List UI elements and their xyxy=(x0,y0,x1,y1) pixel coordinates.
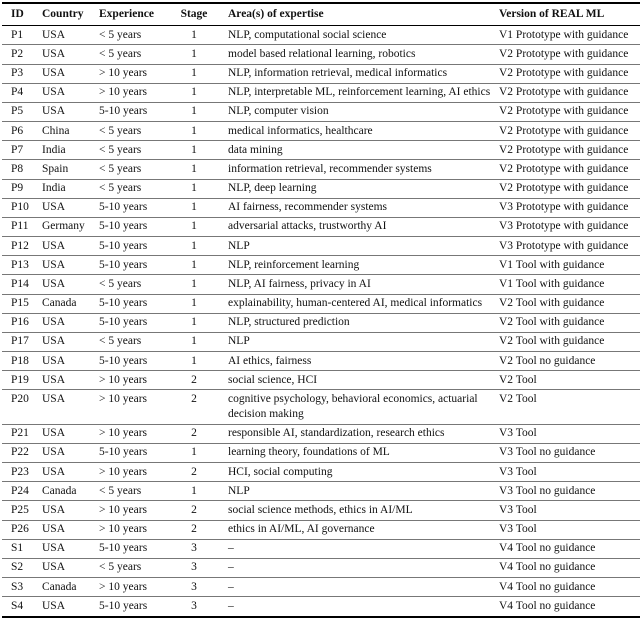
cell-stage: 1 xyxy=(172,294,228,313)
cell-expertise: – xyxy=(228,539,499,558)
table-row xyxy=(2,294,640,313)
table-row xyxy=(2,275,640,294)
cell-country: USA xyxy=(42,26,99,45)
cell-expertise: social science, HCI xyxy=(228,371,499,390)
cell-version: V1 Tool with guidance xyxy=(499,275,640,294)
cell-experience: > 10 years xyxy=(99,83,172,102)
cell-stage: 1 xyxy=(172,141,228,160)
cell-stage: 1 xyxy=(172,122,228,141)
cell-expertise: – xyxy=(228,558,499,577)
cell-id: P22 xyxy=(2,443,42,462)
table-row xyxy=(2,390,640,424)
cell-country: Canada xyxy=(42,578,99,597)
cell-expertise: NLP, information retrieval, medical informatics xyxy=(228,64,499,83)
cell-experience: 5-10 years xyxy=(99,539,172,558)
cell-version: V3 Tool xyxy=(499,520,640,539)
table-row xyxy=(2,332,640,351)
cell-version: V4 Tool no guidance xyxy=(499,578,640,597)
cell-experience: 5-10 years xyxy=(99,102,172,121)
cell-version: V3 Prototype with guidance xyxy=(499,237,640,256)
cell-version: V3 Tool no guidance xyxy=(499,443,640,462)
cell-expertise: cognitive psychology, behavioral economics, actuarial decision making xyxy=(228,390,499,424)
cell-id: P6 xyxy=(2,122,42,141)
cell-stage: 1 xyxy=(172,45,228,64)
cell-experience: < 5 years xyxy=(99,141,172,160)
cell-experience: < 5 years xyxy=(99,482,172,501)
cell-country: USA xyxy=(42,332,99,351)
cell-stage: 1 xyxy=(172,26,228,45)
cell-stage: 1 xyxy=(172,102,228,121)
cell-version: V3 Tool xyxy=(499,501,640,520)
table-row xyxy=(2,443,640,462)
cell-stage: 1 xyxy=(172,275,228,294)
cell-id: P17 xyxy=(2,332,42,351)
cell-experience: < 5 years xyxy=(99,122,172,141)
cell-experience: > 10 years xyxy=(99,578,172,597)
cell-expertise: NLP xyxy=(228,482,499,501)
cell-stage: 1 xyxy=(172,179,228,198)
cell-experience: > 10 years xyxy=(99,371,172,390)
table-row xyxy=(2,45,640,64)
cell-version: V2 Prototype with guidance xyxy=(499,83,640,102)
cell-id: P4 xyxy=(2,83,42,102)
cell-stage: 2 xyxy=(172,501,228,520)
cell-experience: > 10 years xyxy=(99,424,172,443)
cell-country: USA xyxy=(42,237,99,256)
cell-expertise: NLP, structured prediction xyxy=(228,313,499,332)
cell-version: V2 Prototype with guidance xyxy=(499,102,640,121)
cell-id: P21 xyxy=(2,424,42,443)
cell-country: USA xyxy=(42,539,99,558)
table-row xyxy=(2,352,640,371)
cell-stage: 1 xyxy=(172,217,228,236)
cell-stage: 2 xyxy=(172,371,228,390)
cell-id: P18 xyxy=(2,352,42,371)
cell-id: P3 xyxy=(2,64,42,83)
cell-experience: 5-10 years xyxy=(99,352,172,371)
cell-country: USA xyxy=(42,558,99,577)
cell-country: USA xyxy=(42,313,99,332)
cell-expertise: social science methods, ethics in AI/ML xyxy=(228,501,499,520)
cell-experience: 5-10 years xyxy=(99,294,172,313)
table-row xyxy=(2,198,640,217)
cell-version: V3 Prototype with guidance xyxy=(499,198,640,217)
table-body xyxy=(2,26,640,617)
cell-country: Canada xyxy=(42,294,99,313)
cell-version: V2 Tool xyxy=(499,390,640,424)
cell-expertise: model based relational learning, robotics xyxy=(228,45,499,64)
cell-experience: 5-10 years xyxy=(99,443,172,462)
cell-expertise: NLP, computer vision xyxy=(228,102,499,121)
table-row xyxy=(2,371,640,390)
table-row xyxy=(2,237,640,256)
cell-country: USA xyxy=(42,102,99,121)
cell-id: P12 xyxy=(2,237,42,256)
cell-country: Spain xyxy=(42,160,99,179)
cell-id: P25 xyxy=(2,501,42,520)
column-header-version: Version of REAL ML xyxy=(499,3,640,26)
cell-experience: < 5 years xyxy=(99,332,172,351)
cell-stage: 1 xyxy=(172,313,228,332)
table-row xyxy=(2,179,640,198)
cell-stage: 3 xyxy=(191,599,197,612)
cell-stage: 1 xyxy=(172,198,228,217)
cell-version: V2 Prototype with guidance xyxy=(499,122,640,141)
cell-experience: 5-10 years xyxy=(99,599,148,612)
column-header-country: Country xyxy=(42,3,99,26)
cell-country: USA xyxy=(42,390,99,424)
cell-experience: > 10 years xyxy=(99,390,172,424)
table-row xyxy=(2,256,640,275)
cell-country: Germany xyxy=(42,217,99,236)
cell-id: P23 xyxy=(2,463,42,482)
table-row xyxy=(2,463,640,482)
cell-expertise: NLP xyxy=(228,332,499,351)
cell-country: USA xyxy=(42,424,99,443)
cell-expertise: NLP, interpretable ML, reinforcement learning, AI ethics xyxy=(228,83,499,102)
cell-id: P1 xyxy=(2,26,42,45)
cell-version: V2 Prototype with guidance xyxy=(499,45,640,64)
cell-id: P19 xyxy=(2,371,42,390)
cell-country: USA xyxy=(42,371,99,390)
cell-country: USA xyxy=(42,501,99,520)
cell-version: V4 Tool no guidance xyxy=(499,558,640,577)
cell-experience: < 5 years xyxy=(99,275,172,294)
table-row xyxy=(2,482,640,501)
cell-stage: 1 xyxy=(172,160,228,179)
cell-expertise: – xyxy=(228,599,234,612)
cell-expertise: NLP, deep learning xyxy=(228,179,499,198)
cell-expertise: AI ethics, fairness xyxy=(228,352,499,371)
cell-country: USA xyxy=(42,256,99,275)
table-header-row xyxy=(2,3,640,26)
cell-id: P24 xyxy=(2,482,42,501)
table-row xyxy=(2,578,640,597)
cell-experience: 5-10 years xyxy=(99,256,172,275)
cell-expertise: NLP xyxy=(228,237,499,256)
cell-version: V2 Prototype with guidance xyxy=(499,141,640,160)
cell-id: P10 xyxy=(2,198,42,217)
cell-country: India xyxy=(42,141,99,160)
cell-version: V2 Tool no guidance xyxy=(499,352,640,371)
cell-id: P11 xyxy=(2,217,42,236)
table-row xyxy=(2,64,640,83)
cell-country: Canada xyxy=(42,482,99,501)
cell-stage: 1 xyxy=(172,83,228,102)
cell-stage: 3 xyxy=(172,578,228,597)
cell-stage: 1 xyxy=(172,443,228,462)
column-header-experience: Experience xyxy=(99,3,172,26)
cell-stage: 1 xyxy=(172,64,228,83)
cell-expertise: HCI, social computing xyxy=(228,463,499,482)
table-row xyxy=(2,501,640,520)
table-row xyxy=(2,160,640,179)
cell-id: P5 xyxy=(2,102,42,121)
table-row xyxy=(2,102,640,121)
cell-expertise: NLP, reinforcement learning xyxy=(228,256,499,275)
cell-version: V2 Tool xyxy=(499,371,640,390)
cell-expertise: information retrieval, recommender systems xyxy=(228,160,499,179)
cell-experience: 5-10 years xyxy=(99,313,172,332)
cell-experience: < 5 years xyxy=(99,179,172,198)
cell-expertise: responsible AI, standardization, research ethics xyxy=(228,424,499,443)
cell-version: V2 Prototype with guidance xyxy=(499,160,640,179)
cell-expertise: explainability, human-centered AI, medical informatics xyxy=(228,294,499,313)
cell-expertise: learning theory, foundations of ML xyxy=(228,443,499,462)
cell-experience: > 10 years xyxy=(99,501,172,520)
cell-id: S4 xyxy=(11,599,24,612)
cell-experience: > 10 years xyxy=(99,64,172,83)
cell-expertise: AI fairness, recommender systems xyxy=(228,198,499,217)
column-header-stage: Stage xyxy=(172,3,228,26)
cell-expertise: NLP, AI fairness, privacy in AI xyxy=(228,275,499,294)
cell-experience: 5-10 years xyxy=(99,237,172,256)
cell-stage: 3 xyxy=(172,539,228,558)
cell-stage: 1 xyxy=(172,332,228,351)
cell-stage: 1 xyxy=(172,256,228,275)
cell-experience: 5-10 years xyxy=(99,198,172,217)
cell-expertise: NLP, computational social science xyxy=(228,26,499,45)
cell-id: P14 xyxy=(2,275,42,294)
cell-country: USA xyxy=(42,599,66,612)
cell-id: P16 xyxy=(2,313,42,332)
cell-id: S3 xyxy=(2,578,42,597)
cell-stage: 2 xyxy=(172,390,228,424)
cell-version: V2 Tool with guidance xyxy=(499,294,640,313)
cell-stage: 3 xyxy=(172,558,228,577)
cell-experience: 5-10 years xyxy=(99,217,172,236)
cell-experience: > 10 years xyxy=(99,463,172,482)
cell-version: V4 Tool no guidance xyxy=(499,539,640,558)
cell-expertise: adversarial attacks, trustworthy AI xyxy=(228,217,499,236)
cell-id: S2 xyxy=(2,558,42,577)
cell-expertise: data mining xyxy=(228,141,499,160)
column-header-expertise: Area(s) of expertise xyxy=(228,3,499,26)
cell-country: USA xyxy=(42,520,99,539)
cell-experience: < 5 years xyxy=(99,45,172,64)
cell-stage: 1 xyxy=(172,482,228,501)
cell-country: USA xyxy=(42,198,99,217)
cell-stage: 1 xyxy=(172,237,228,256)
cell-country: USA xyxy=(42,45,99,64)
cell-id: P7 xyxy=(2,141,42,160)
cell-id: S1 xyxy=(2,539,42,558)
cell-expertise: – xyxy=(228,578,499,597)
cell-version: V1 Tool with guidance xyxy=(499,256,640,275)
cell-id: P20 xyxy=(2,390,42,424)
cell-country: USA xyxy=(42,83,99,102)
cell-expertise: ethics in AI/ML, AI governance xyxy=(228,520,499,539)
cell-experience: < 5 years xyxy=(99,160,172,179)
cell-country: USA xyxy=(42,443,99,462)
cell-country: India xyxy=(42,179,99,198)
table-row xyxy=(2,83,640,102)
cell-version: V3 Prototype with guidance xyxy=(499,217,640,236)
cell-country: USA xyxy=(42,352,99,371)
cell-country: USA xyxy=(42,64,99,83)
table-row xyxy=(2,122,640,141)
cell-id: P9 xyxy=(2,179,42,198)
cell-experience: < 5 years xyxy=(99,558,172,577)
cell-stage: 2 xyxy=(172,520,228,539)
cell-version: V2 Tool with guidance xyxy=(499,313,640,332)
cell-version: V3 Tool xyxy=(499,463,640,482)
cell-id: P2 xyxy=(2,45,42,64)
cell-version: V4 Tool no guidance xyxy=(499,599,596,612)
cell-id: P13 xyxy=(2,256,42,275)
table-row xyxy=(2,424,640,443)
cell-experience: < 5 years xyxy=(99,26,172,45)
table-row xyxy=(2,539,640,558)
cell-version: V2 Prototype with guidance xyxy=(499,64,640,83)
table-row xyxy=(2,217,640,236)
cell-id: P15 xyxy=(2,294,42,313)
column-header-id: ID xyxy=(2,3,42,26)
cell-version: V3 Tool xyxy=(499,424,640,443)
table-row xyxy=(2,558,640,577)
table-row xyxy=(2,26,640,45)
cell-id: P26 xyxy=(2,520,42,539)
cell-stage: 1 xyxy=(172,352,228,371)
cell-version: V2 Tool with guidance xyxy=(499,332,640,351)
cell-version: V1 Prototype with guidance xyxy=(499,26,640,45)
cell-version: V3 Tool no guidance xyxy=(499,482,640,501)
table-row xyxy=(2,141,640,160)
cell-experience: > 10 years xyxy=(99,520,172,539)
cell-stage: 2 xyxy=(172,463,228,482)
cell-id: P8 xyxy=(2,160,42,179)
cell-stage: 2 xyxy=(172,424,228,443)
cell-country: China xyxy=(42,122,99,141)
cell-expertise: medical informatics, healthcare xyxy=(228,122,499,141)
participants-table xyxy=(2,2,640,618)
table-row xyxy=(2,313,640,332)
cell-country: USA xyxy=(42,463,99,482)
table-header xyxy=(2,3,640,26)
cell-version: V2 Prototype with guidance xyxy=(499,179,640,198)
cell-country: USA xyxy=(42,275,99,294)
table-row xyxy=(2,520,640,539)
